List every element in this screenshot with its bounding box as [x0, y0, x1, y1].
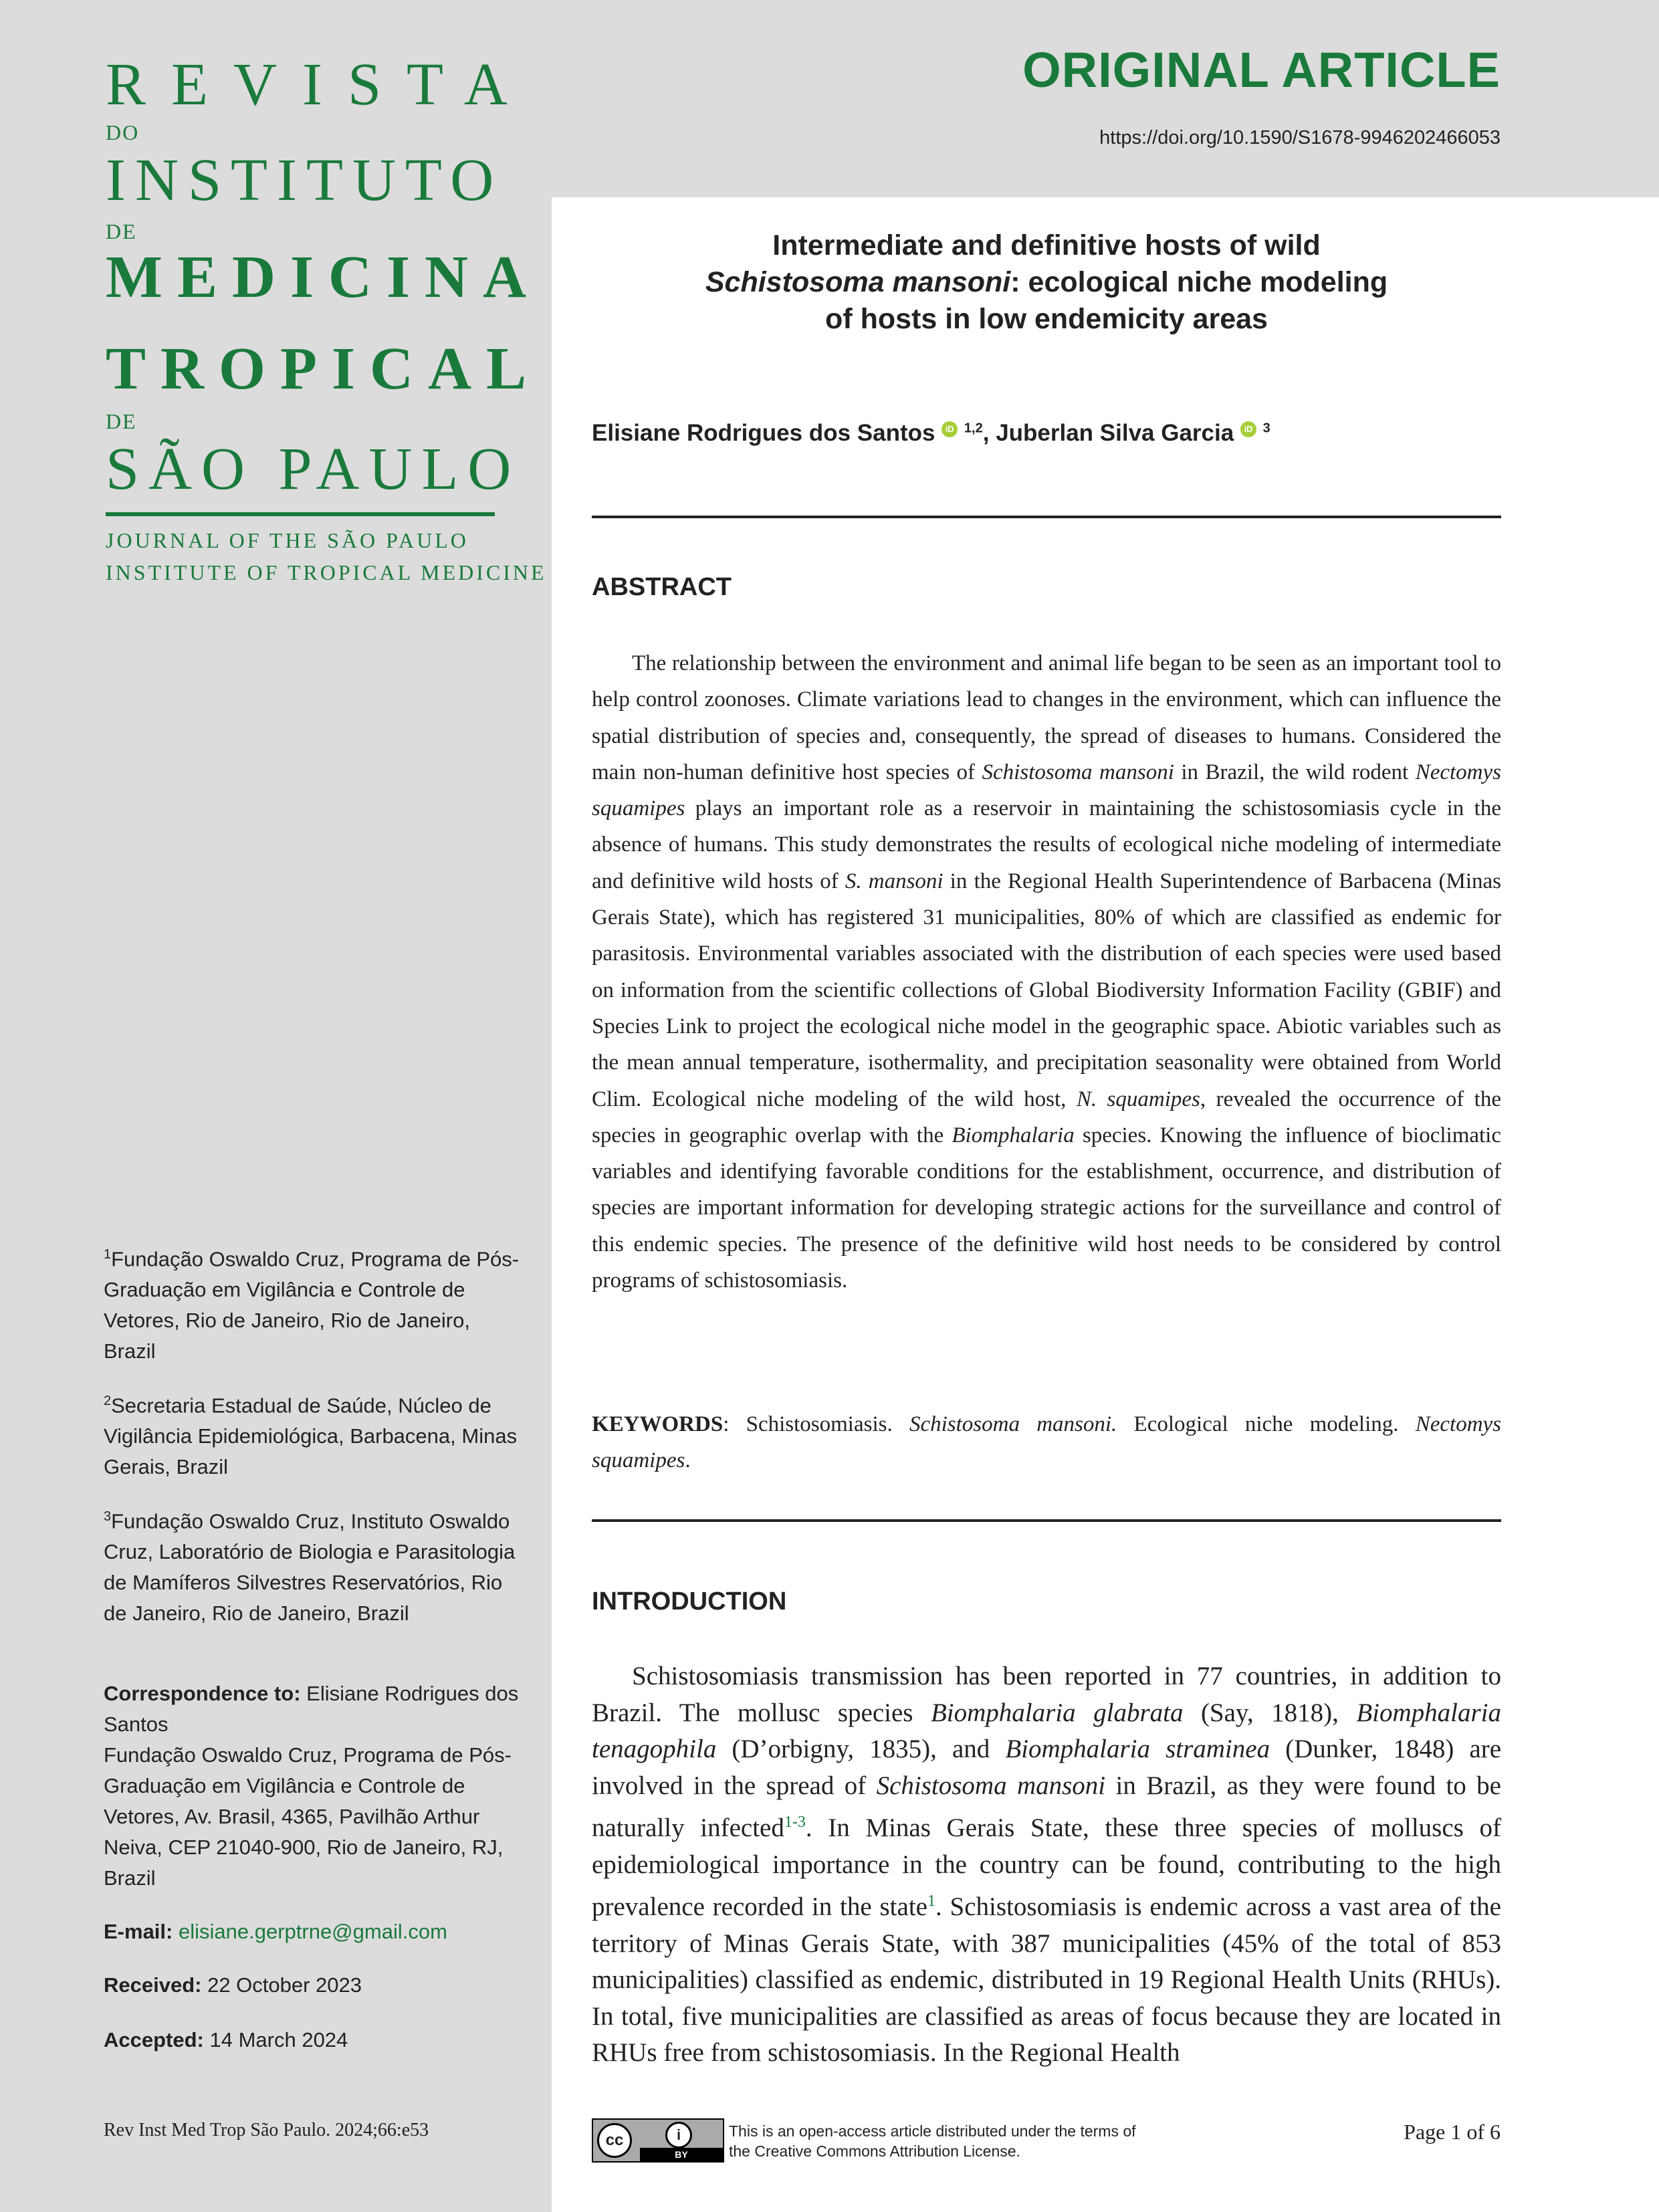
cc-by-license-icon[interactable] — [592, 2118, 724, 2163]
orcid-icon[interactable]: iD — [1240, 421, 1256, 437]
article-type: ORIGINAL ARTICLE — [1022, 42, 1501, 98]
citation: Rev Inst Med Trop São Paulo. 2024;66:e53 — [104, 2120, 429, 2140]
journal-subtitle-1: JOURNAL OF THE SÃO PAULO — [106, 528, 469, 552]
author-2-affiliation: 3 — [1262, 421, 1270, 436]
attribution-icon: i — [665, 2122, 692, 2148]
email-link[interactable]: elisiane.gerptrne@gmail.com — [178, 1920, 447, 1943]
accepted-date: Accepted: 14 March 2024 — [104, 2028, 348, 2052]
reference-link[interactable]: 1 — [927, 1892, 935, 1910]
correspondence: Correspondence to: Elisiane Rodrigues dos Santos Fundação Oswaldo Cruz, Programa de Pós-Graduação em Vigilância e Controle de Vetores, Av. Brasil, 4365, Pavilhão Arthur Neiva, CEP 21040-900, Rio de Janeiro, RJ, Brazil — [104, 1682, 519, 1890]
orcid-icon[interactable]: iD — [942, 421, 958, 437]
article-title — [592, 227, 1501, 338]
introduction-heading: INTRODUCTION — [592, 1587, 787, 1616]
doi-link[interactable]: https://doi.org/10.1590/S1678-9946202466053 — [1099, 127, 1501, 148]
divider-bottom — [592, 1519, 1501, 1522]
keywords: KEYWORDS: Schistosomiasis. Schistosoma mansoni. Ecological niche modeling. Nectomys squamipes. — [592, 1412, 1502, 1472]
divider-top — [592, 516, 1501, 518]
title-species: Schistosoma mansoni — [705, 266, 1011, 298]
introduction-body: Schistosomiasis transmission has been reported in 77 countries, in addition to Brazil. The mollusc species Biomphalaria glabrata (Say, 1818), Biomphalaria tenagophila (D’orbigny, 1835), and Biomphalaria straminea (Dunker, 1848) are involved in the spread of Schistosoma mansoni in Brazil, as they were found to be naturally infected$^{1-3}$. In Minas Gerais State, these three species of molluscs of epidemiological importance in the country can be found, contributing to the high prevalence recorded in the state$^1$. Schistosomiasis is endemic across a vast area of the territory of Minas Gerais State, with 387 municipalities (45% of the total of 853 municipalities) classified as endemic, distributed in 19 Regional Health Units (RHUs). In total, five municipalities are classified as areas of focus because they are located in RHUs free from schistosomiasis. In the Regional Health — [592, 1662, 1502, 2067]
abstract-heading: ABSTRACT — [592, 573, 732, 601]
masthead-instituto: INSTITUTO — [106, 147, 504, 213]
affiliation-2: $^2$Secretaria Estadual de Saúde, Núcleo de Vigilância Epidemiológica, Barbacena, Minas Gerais, Brazil — [104, 1394, 518, 1479]
masthead-rule — [106, 512, 495, 516]
title-line-3: of hosts in low endemicity areas — [825, 303, 1268, 335]
cc-by-label: BY — [640, 2148, 723, 2161]
email: E-mail: elisiane.gerptrne@gmail.com — [104, 1920, 447, 1943]
cc-icon: cc — [597, 2123, 632, 2158]
masthead-sao-paulo: SÃO PAULO — [106, 436, 521, 502]
affiliation-1: $^1$Fundação Oswaldo Cruz, Programa de Pós-Graduação em Vigilância e Controle de Vetores, Rio de Janeiro, Rio de Janeiro, Brazil — [104, 1247, 520, 1363]
correspondence-address: Fundação Oswaldo Cruz, Programa de Pós-Graduação em Vigilância e Controle de Vetores, Av. Brasil, 4365, Pavilhão Arthur Neiva, CEP 21040-900, Rio de Janeiro, RJ, Brazil — [104, 1743, 512, 1890]
masthead-de-2: DE — [106, 409, 137, 433]
masthead-tropical: TROPICAL — [106, 336, 542, 402]
masthead-do: DO — [106, 120, 140, 144]
keywords-label: KEYWORDS — [592, 1412, 724, 1436]
author-2: Juberlan Silva Garcia — [996, 420, 1234, 446]
affiliation-3: $^3$Fundação Oswaldo Cruz, Instituto Oswaldo Cruz, Laboratório de Biologia e Parasitologia de Mamíferos Silvestres Reservatórios, Rio de Janeiro, Rio de Janeiro, Brazil — [104, 1509, 516, 1626]
author-list: Elisiane Rodrigues dos Santos iD $^{1,2}$, Juberlan Silva Garcia iD $^3$ — [592, 420, 1270, 446]
journal-subtitle-2: INSTITUTE OF TROPICAL MEDICINE — [106, 560, 547, 584]
masthead-medicina: MEDICINA — [106, 244, 542, 310]
page-number: Page 1 of 6 — [1404, 2120, 1501, 2144]
reference-link[interactable]: 1-3 — [784, 1813, 806, 1831]
author-1: Elisiane Rodrigues dos Santos — [592, 420, 935, 446]
title-line-1: Intermediate and definitive hosts of wild — [772, 229, 1321, 261]
license-text: This is an open-access article distributed under the terms of the Creative Commons Attribution License. — [729, 2122, 1136, 2160]
received-date: Received: 22 October 2023 — [104, 1973, 362, 1997]
masthead-de-1: DE — [106, 219, 137, 243]
author-1-affiliation: 1,2 — [964, 421, 983, 436]
abstract-body: The relationship between the environment and animal life began to be seen as an important tool to help control zoonoses. Climate variations lead to changes in the environment, which can influence the spatial distribution of species and, consequently, the spread of diseases to humans. Considered the main non-human definitive host species of Schistosoma mansoni in Brazil, the wild rodent Nectomys squamipes plays an important role as a reservoir in maintaining the schistosomiasis cycle in the absence of humans. This study demonstrates the results of ecological niche modeling of intermediate and definitive wild hosts of S. mansoni in the Regional Health Superintendence of Barbacena (Minas Gerais State), which has registered 31 municipalities, 80% of which are classified as endemic for parasitosis. Environmental variables associated with the distribution of each species were used based on information from the scientific collections of Global Biodiversity Information Facility (GBIF) and Species Link to project the ecological niche model in the geographic space. Abiotic variables such as the mean annual temperature, isothermality, and precipitation seasonality were obtained from World Clim. Ecological niche modeling of the wild host, N. squamipes, revealed the occurrence of the species in geographic overlap with the Biomphalaria species. Knowing the influence of bioclimatic variables and identifying favorable conditions for the establishment, occurrence, and distribution of species are important information for developing strategic actions for the surveillance and control of this endemic species. The presence of the definitive wild host needs to be considered by control programs of schistosomiasis. — [592, 651, 1502, 1293]
header-band — [552, 0, 1659, 197]
title-line-2: Schistosoma mansoni: ecological niche modeling — [705, 266, 1388, 298]
masthead-revista: REVISTA — [106, 51, 533, 118]
